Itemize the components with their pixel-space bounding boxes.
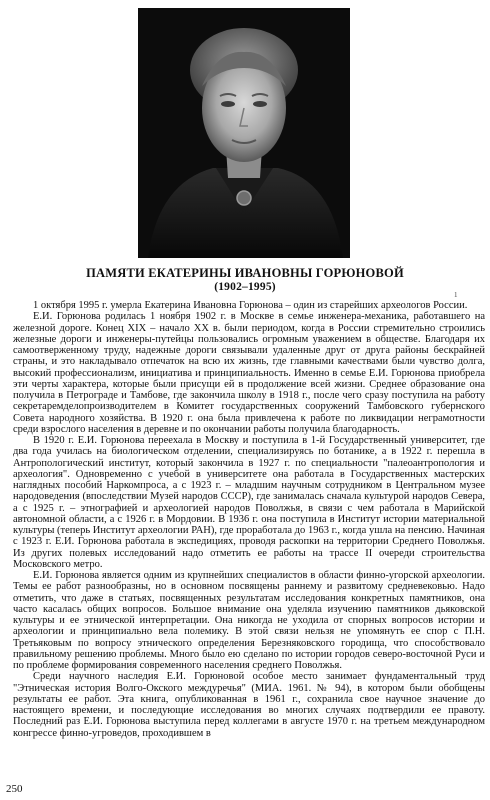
memorial-years: (1902–1995) xyxy=(214,281,276,293)
paragraph: Е.И. Горюнова является одним из крупнейших специалистов в области финно-угорской археологии. Темы ее работ разнообразны, но в основном посвящены раннему и развитому средневековью. Надо отметить, что даже в статьях, посвященных результатам исследования конкретных памятников, она часто касалась общих вопросов. Большое внимание она уделяла изучению памятников дьяковской культуры и ее этнической интерпретации. Она никогда не уходила от спорных вопросов истории и археологии и принципиально вела полемику. В этой связи нельзя не упомянуть ее спор с П.Н. Третьяковым по вопросу этнического определения Березняковского городища, что способствовало правильному решению проблемы. Много было ею сделано по истории городов северо-восточной Руси и по проблеме формирования современного населения среднего Поволжья. xyxy=(13,570,485,671)
page-number: 250 xyxy=(6,783,23,795)
portrait-drawing xyxy=(138,8,350,258)
margin-mark: 1 xyxy=(454,291,458,299)
paragraph: Среди научного наследия Е.И. Горюновой особое место занимает фундаментальный труд "Этническая история Волго-Окского междуречья" (МИА. 1961. № 94), в котором были обобщены результаты ее работ. Эта книга, опубликованная в 1961 г., сохранила свое научное значение до настоящего времени, и последующие исследования во многих случаях подтвердили ее правоту. Последний раз Е.И. Горюнова выступила перед коллегами в августе 1970 г. на третьем международном конгрессе финно-угроведов, проходившем в xyxy=(13,671,485,739)
paragraph: 1 октября 1995 г. умерла Екатерина Ивановна Горюнова – один из старейших археологов России. xyxy=(33,300,468,311)
article-body xyxy=(13,300,485,739)
paragraph: Е.И. Горюнова родилась 1 ноября 1902 г. в Москве в семье инженера-механика, работавшего на железной дороге. Конец XIX – начало XX в. были периодом, когда в России стремительно строились железные дороги и инженеры-путейцы пользовались огромным уважением в обществе. Благодаря их самоотверженному труду, надежные дороги связывали удаленные друг от друга районы бескрайней страны, и это накладывало отпечаток на всю их жизнь, где главными качествами были чувство долга, высокий профессионализм, инициатива и принципиальность. Именно в семье Е.И. Горюнова приобрела эти черты характера, которые были присущи ей в продолжение всей жизни. Среднее образование она получила в Петрограде и Тамбове, где закончила школу в 1918 г., после чего сразу поступила на работу секретаремделопроизводителем в Комитет государственных сооружений Тамбовского губернского Совета народного хозяйства. В 1920 г. она была привлечена к работе по ликвидации неграмотности среди взрослого населения в деревне и по окончании работы получила благодарность. xyxy=(13,311,485,435)
memorial-title: ПАМЯТИ ЕКАТЕРИНЫ ИВАНОВНЫ ГОРЮНОВОЙ xyxy=(86,266,404,280)
portrait-photo xyxy=(138,8,350,258)
paragraph: В 1920 г. Е.И. Горюнова переехала в Москву и поступила в 1-й Государственный университет, где два года училась на биологическом отделении, специализируясь по ботанике, а в 1922 г. перешла в Антропологический институт, который закончила в 1927 г. по специальности "палеоантропология и археология". Одновременно с учебой в университете она работала в Государственных мастерских наглядных пособий Наркомпроса, а с 1923 г. – младшим научным сотрудником в Центральном музее народоведения (впоследствии Музей народов СССР), где занималась сначала культурой народов Севера, а с 1925 г. – этнографией и археологией народов Поволжья, в связи с чем работала в Марийской автономной области, а с 1926 г. в Мордовии. В 1936 г. она поступила в Институт истории материальной культуры (теперь Институт археологии РАН), где проработала до 1963 г., когда ушла на пенсию. Начиная с 1923 г. Е.И. Горюнова работала в экспедициях, проводя раскопки на территории Среднего Поволжья. Из других полевых исследований надо отметить ее работы на трассе II очереди строительства Московского метро. xyxy=(13,435,485,570)
